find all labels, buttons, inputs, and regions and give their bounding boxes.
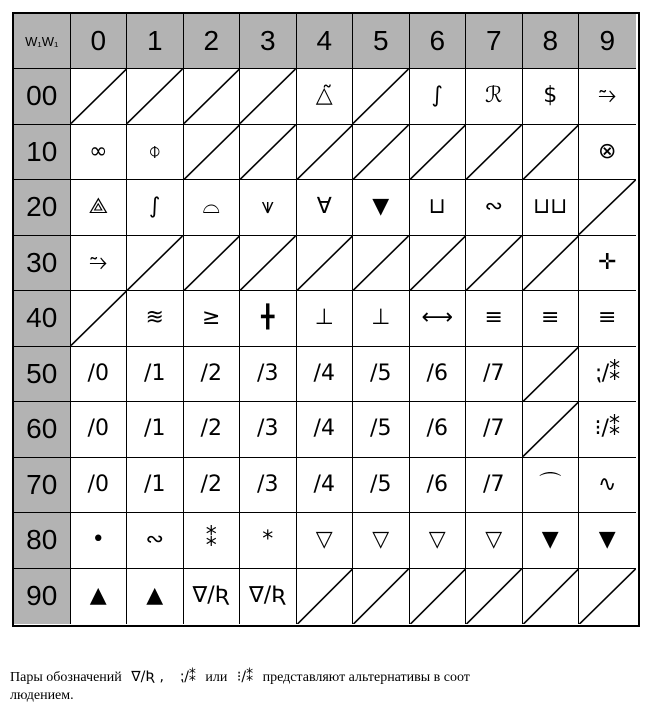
table-row <box>14 291 638 347</box>
header-row <box>14 14 638 69</box>
table-cell <box>579 125 636 181</box>
table-cell <box>71 458 128 514</box>
weather-symbol-icon: /3 <box>257 471 279 497</box>
empty-diagonal-icon <box>466 569 522 625</box>
table-row <box>14 402 638 458</box>
table-cell <box>410 291 467 347</box>
weather-symbol-icon: ⟁ <box>88 194 109 220</box>
empty-diagonal-icon <box>297 569 353 625</box>
table-cell <box>240 180 297 236</box>
weather-symbol-icon: ╋ <box>261 305 275 331</box>
row-header: 10 <box>14 125 71 181</box>
table-cell <box>353 347 410 403</box>
weather-symbol-icon: /5 <box>370 416 392 442</box>
table-cell <box>353 458 410 514</box>
weather-symbol-icon: /2 <box>200 416 222 442</box>
corner-label: W₁W₁ <box>14 14 71 69</box>
column-header: 2 <box>184 14 241 69</box>
table-cell <box>523 513 580 569</box>
empty-diagonal-icon <box>579 569 636 625</box>
table-cell <box>579 347 636 403</box>
table-row <box>14 69 638 125</box>
table-cell <box>579 513 636 569</box>
weather-symbol-icon: ▼ <box>541 527 559 553</box>
empty-diagonal-icon <box>127 236 183 291</box>
weather-symbol-icon: ⁑ <box>205 527 217 553</box>
weather-symbol-icon: ▼ <box>598 527 616 553</box>
table-cell-empty <box>523 125 580 181</box>
empty-diagonal-icon <box>240 236 296 291</box>
weather-symbol-icon: ∾ <box>145 527 164 553</box>
weather-symbol-icon: /7 <box>483 360 505 386</box>
weather-symbol-icon: ⊥ <box>371 305 391 331</box>
weather-symbol-icon: /1 <box>144 360 166 386</box>
empty-diagonal-icon <box>71 69 127 124</box>
empty-diagonal-icon <box>297 125 353 180</box>
table-cell <box>353 291 410 347</box>
table-cell-empty <box>353 69 410 125</box>
weather-symbol-icon: ⁏/⁑ <box>594 360 621 386</box>
weather-symbol-icon: /0 <box>87 416 109 442</box>
weather-symbol-icon: ∇/Ʀ <box>249 583 287 609</box>
weather-symbol-icon: /5 <box>370 360 392 386</box>
weather-symbol-icon: /4 <box>313 416 335 442</box>
table-cell <box>297 291 354 347</box>
table-cell-empty <box>297 236 354 292</box>
table-cell-empty <box>353 236 410 292</box>
weather-symbol-icon: /0 <box>87 471 109 497</box>
column-header: 7 <box>466 14 523 69</box>
table-cell <box>410 402 467 458</box>
weather-symbol-icon: /6 <box>426 471 448 497</box>
table-cell <box>240 458 297 514</box>
table-cell-empty <box>410 125 467 181</box>
table-cell <box>466 69 523 125</box>
table-cell-empty <box>353 569 410 625</box>
empty-diagonal-icon <box>466 125 522 180</box>
row-header: 90 <box>14 569 71 625</box>
table-row <box>14 180 638 236</box>
caption-or: или <box>205 670 228 685</box>
table-cell <box>466 180 523 236</box>
weather-symbol-icon: ∫ <box>431 83 443 109</box>
table-cell <box>297 347 354 403</box>
empty-diagonal-icon <box>410 125 466 180</box>
empty-diagonal-icon <box>579 180 636 235</box>
table-cell-empty <box>523 347 580 403</box>
empty-diagonal-icon <box>523 347 579 402</box>
table-cell <box>410 180 467 236</box>
weather-symbol-icon: ✛ <box>598 249 617 275</box>
empty-diagonal-icon <box>523 236 579 291</box>
caption-suffix: представляют альтернативы в соот <box>262 670 470 685</box>
weather-symbol-icon: ∫ <box>149 194 161 220</box>
column-header: 1 <box>127 14 184 69</box>
table-cell <box>127 180 184 236</box>
table-cell <box>184 180 241 236</box>
table-cell <box>410 347 467 403</box>
weather-symbol-icon: ⥲ <box>598 83 617 109</box>
table-cell-empty <box>127 236 184 292</box>
table-cell <box>240 347 297 403</box>
weather-symbol-icon: ⩛ <box>261 194 274 220</box>
table-cell <box>184 458 241 514</box>
weather-symbol-icon: ≡ <box>484 305 503 331</box>
weather-symbol-icon: /4 <box>313 360 335 386</box>
table-cell <box>410 458 467 514</box>
row-header: 50 <box>14 347 71 403</box>
table-cell-empty <box>579 569 636 625</box>
empty-diagonal-icon <box>523 125 579 180</box>
table-cell <box>353 513 410 569</box>
weather-symbol-icon: ⊔⊔ <box>533 194 568 220</box>
weather-symbol-icon: /1 <box>144 471 166 497</box>
weather-symbol-icon: /0 <box>87 360 109 386</box>
code-table <box>12 12 640 627</box>
empty-diagonal-icon <box>184 69 240 124</box>
table-cell <box>127 291 184 347</box>
table-cell <box>297 69 354 125</box>
table-cell <box>71 125 128 181</box>
table-cell-empty <box>71 69 128 125</box>
table-cell <box>297 180 354 236</box>
row-header: 00 <box>14 69 71 125</box>
table-cell <box>127 569 184 625</box>
table-cell-empty <box>240 69 297 125</box>
weather-symbol-icon: △̃ <box>315 83 333 109</box>
weather-symbol-icon: ▽ <box>315 527 333 553</box>
weather-symbol-icon: ⟷ <box>421 305 454 331</box>
weather-symbol-icon: ∞ <box>89 138 108 164</box>
row-header: 20 <box>14 180 71 236</box>
weather-symbol-icon: /3 <box>257 360 279 386</box>
table-cell <box>71 402 128 458</box>
table-cell <box>240 513 297 569</box>
table-cell-empty <box>523 236 580 292</box>
column-header: 0 <box>71 14 128 69</box>
weather-symbol-icon: /6 <box>426 360 448 386</box>
table-cell <box>71 513 128 569</box>
weather-symbol-icon: ▲ <box>89 583 107 609</box>
weather-symbol-icon: ▲ <box>146 583 164 609</box>
table-cell <box>523 69 580 125</box>
table-cell-empty <box>353 125 410 181</box>
row-header: 60 <box>14 402 71 458</box>
table-cell <box>353 402 410 458</box>
table-row <box>14 458 638 514</box>
table-cell <box>579 236 636 292</box>
column-header: 4 <box>297 14 354 69</box>
table-cell <box>297 458 354 514</box>
table-cell <box>466 402 523 458</box>
table-row <box>14 236 638 292</box>
table-cell <box>127 347 184 403</box>
table-cell <box>127 458 184 514</box>
column-header: 5 <box>353 14 410 69</box>
table-cell-empty <box>127 69 184 125</box>
empty-diagonal-icon <box>466 236 522 291</box>
weather-symbol-icon: ∀ <box>316 194 332 220</box>
table-cell-empty <box>240 125 297 181</box>
table-cell <box>184 402 241 458</box>
empty-diagonal-icon <box>353 236 409 291</box>
caption-prefix: Пары обозначений <box>10 670 122 685</box>
table-cell-empty <box>466 569 523 625</box>
empty-diagonal-icon <box>184 125 240 180</box>
table-cell-empty <box>297 569 354 625</box>
weather-symbol-icon: ⌽ <box>148 138 162 164</box>
weather-symbol-icon: * <box>262 527 274 553</box>
table-cell-empty <box>71 291 128 347</box>
column-header: 6 <box>410 14 467 69</box>
empty-diagonal-icon <box>353 69 409 124</box>
table-cell <box>184 291 241 347</box>
column-header: 9 <box>579 14 636 69</box>
weather-symbol-icon: ⥲ <box>89 249 108 275</box>
table-cell <box>127 125 184 181</box>
table-cell <box>71 236 128 292</box>
table-cell-empty <box>184 125 241 181</box>
column-header: 3 <box>240 14 297 69</box>
weather-symbol-icon: ≥ <box>202 305 221 331</box>
table-row <box>14 569 638 625</box>
caption-symbol-pair-1: ∇/Ʀ , <box>131 669 164 685</box>
empty-diagonal-icon <box>71 291 127 346</box>
empty-diagonal-icon <box>410 569 466 625</box>
table-cell <box>466 291 523 347</box>
table-cell-empty <box>466 125 523 181</box>
row-header: 40 <box>14 291 71 347</box>
table-cell <box>523 458 580 514</box>
weather-symbol-icon: /1 <box>144 416 166 442</box>
empty-diagonal-icon <box>184 236 240 291</box>
weather-symbol-icon: /3 <box>257 416 279 442</box>
weather-symbol-icon: ⊥ <box>314 305 334 331</box>
weather-symbol-icon: ⌓ <box>202 194 220 220</box>
table-cell <box>71 180 128 236</box>
table-cell <box>410 513 467 569</box>
weather-symbol-icon: • <box>91 527 105 553</box>
table-cell <box>127 402 184 458</box>
weather-symbol-icon: $ <box>543 83 558 109</box>
row-header: 30 <box>14 236 71 292</box>
table-cell-empty <box>523 402 580 458</box>
empty-diagonal-icon <box>410 236 466 291</box>
table-cell <box>240 291 297 347</box>
table-cell-empty <box>523 569 580 625</box>
weather-symbol-icon: ℛ <box>484 83 503 109</box>
table-cell-empty <box>466 236 523 292</box>
weather-symbol-icon: ≡ <box>541 305 560 331</box>
empty-diagonal-icon <box>127 69 183 124</box>
weather-symbol-icon: /7 <box>483 416 505 442</box>
table-cell-empty <box>240 236 297 292</box>
empty-diagonal-icon <box>523 402 579 457</box>
empty-diagonal-icon <box>353 125 409 180</box>
table-cell <box>523 180 580 236</box>
table-cell <box>579 402 636 458</box>
table-cell <box>523 291 580 347</box>
weather-symbol-icon: ∇/Ʀ <box>192 583 230 609</box>
table-row <box>14 513 638 569</box>
table-cell-empty <box>184 69 241 125</box>
row-header: 80 <box>14 513 71 569</box>
weather-symbol-icon: ⌒ <box>539 471 562 497</box>
table-cell <box>579 458 636 514</box>
weather-symbol-icon: ▽ <box>485 527 503 553</box>
weather-symbol-icon: ≡ <box>598 305 617 331</box>
weather-symbol-icon: /4 <box>313 471 335 497</box>
weather-symbol-icon: ▽ <box>372 527 390 553</box>
weather-symbol-icon: ⊗ <box>598 138 617 164</box>
table-cell <box>297 513 354 569</box>
weather-symbol-icon: ∾ <box>484 194 503 220</box>
row-header: 70 <box>14 458 71 514</box>
weather-symbol-icon: ▼ <box>372 194 390 220</box>
weather-symbol-icon: ∿ <box>598 471 617 497</box>
column-header: 8 <box>523 14 580 69</box>
caption-line-2: людением. <box>10 688 74 703</box>
empty-diagonal-icon <box>297 236 353 291</box>
table-cell <box>466 347 523 403</box>
table-cell-empty <box>579 180 636 236</box>
table-cell <box>240 569 297 625</box>
table-cell <box>579 291 636 347</box>
table-cell-empty <box>410 236 467 292</box>
empty-diagonal-icon <box>240 125 296 180</box>
empty-diagonal-icon <box>240 69 296 124</box>
caption-symbol-pair-2: ⁏/⁑ <box>179 669 196 685</box>
table-cell <box>71 569 128 625</box>
weather-symbol-icon: ▽ <box>428 527 446 553</box>
table-row <box>14 347 638 403</box>
table-cell <box>466 458 523 514</box>
table-cell <box>184 347 241 403</box>
weather-symbol-icon: /6 <box>426 416 448 442</box>
empty-diagonal-icon <box>523 569 579 625</box>
caption <box>10 668 660 705</box>
table-cell <box>579 69 636 125</box>
weather-symbol-icon: /2 <box>200 471 222 497</box>
empty-diagonal-icon <box>353 569 409 625</box>
table-cell <box>466 513 523 569</box>
table-cell <box>240 402 297 458</box>
weather-symbol-icon: ⁝/⁑ <box>594 416 620 442</box>
table-cell <box>410 69 467 125</box>
table-cell <box>297 402 354 458</box>
table-cell <box>184 513 241 569</box>
table-cell <box>184 569 241 625</box>
table-cell <box>353 180 410 236</box>
table-cell <box>71 347 128 403</box>
weather-symbol-icon: ≋ <box>145 305 164 331</box>
weather-symbol-icon: ⊔ <box>428 194 446 220</box>
table-cell <box>127 513 184 569</box>
weather-symbol-icon: /7 <box>483 471 505 497</box>
weather-symbol-icon: /2 <box>200 360 222 386</box>
table-cell-empty <box>410 569 467 625</box>
table-cell-empty <box>184 236 241 292</box>
weather-symbol-icon: /5 <box>370 471 392 497</box>
caption-symbol-pair-3: ⁝/⁑ <box>236 669 254 685</box>
table-cell-empty <box>297 125 354 181</box>
table-row <box>14 125 638 181</box>
